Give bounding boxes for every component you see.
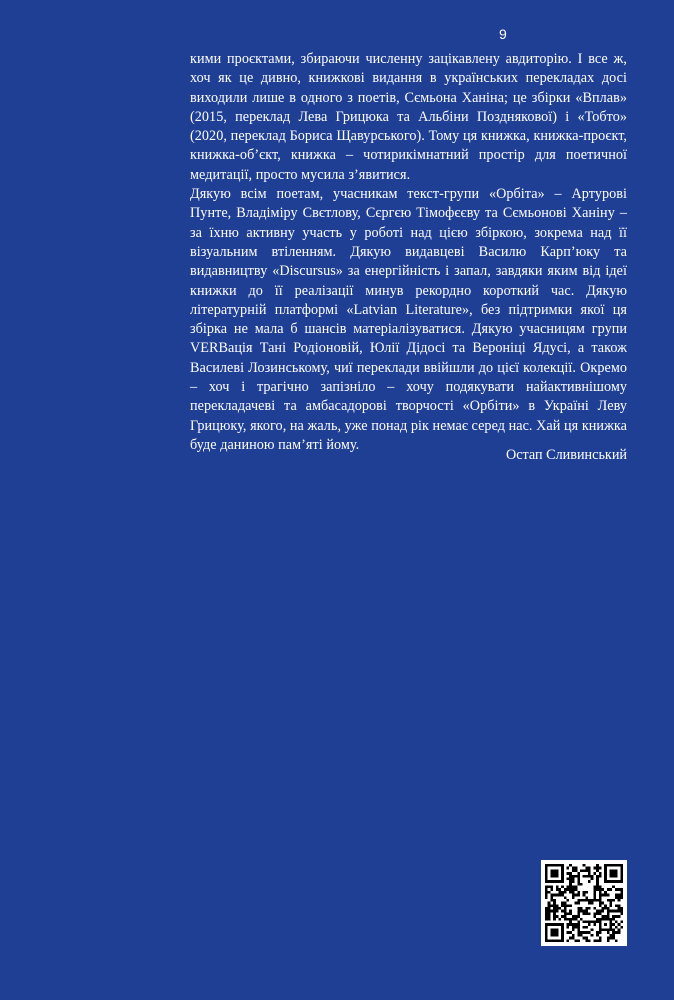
page-number: 9 [499,26,507,42]
qr-code-icon[interactable] [541,860,627,946]
paragraph: кими проєктами, збираючи численну зацікавлену авдиторію. І все ж, хоч як це дивно, книжкові видання в українських перекладах досі виходили лише в одного з поетів, Сємьона Ханіна; це збірки «Вплав» (2015, переклад Лева Грицюка та Альбіни Позднякової) і «Тобто» (2020, переклад Бориса Щавурського). Тому ця книжка, книжка-проєкт, книжка-об’єкт, книжка – чотирикімнатний простір для поетичної медитації, просто мусила з’явитися. [190,51,627,183]
paragraph: Дякую всім поетам, учасникам текст-групи «Орбіта» – Артурові Пунте, Владіміру Свєтлову, Сєргєю Тімофєєву та Сємьонові Ханіну – за їхню активну участь у роботі над цією збіркою, зокрема над її візуальним втіленням. Дякую видавцеві Василю Карп’юку та видавництву «Discursus» за енергійність і запал, завдяки яким від ідеї книжки до її реалізації минув рекордно короткий час. Дякую літературній платформі «Latvian Literature», без підтримки якої ця збірка не мала б шансів матеріалізуватися. Дякую учасницям групи VERBація Тані Родіоновій, Юлії Дідосі та Вероніці Ядусі, а також Василеві Лозинському, чиї переклади ввійшли до цієї колекції. Окремо – хоч і трагічно запізніло – хочу подякувати найактивнішому перекладачеві та амбасадорові творчості «Орбіти» в Україні Леву Грицюку, якого, на жаль, уже понад рік немає серед нас. Хай ця книжка буде даниною пам’яті йому. [190,186,627,453]
body-text [190,50,627,455]
author-signature: Остап Сливинський [505,447,627,463]
qr-code-graphic [545,864,623,942]
